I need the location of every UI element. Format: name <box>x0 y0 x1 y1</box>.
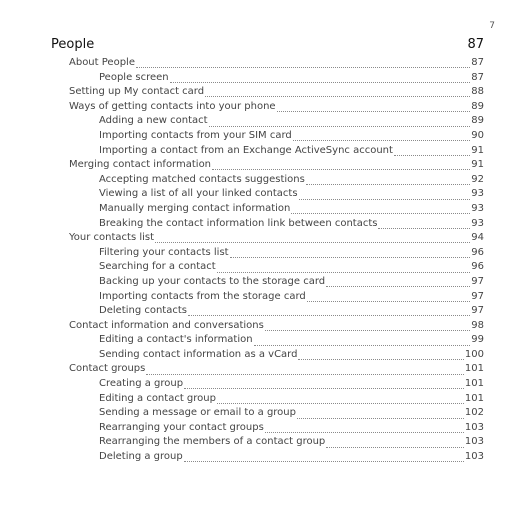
toc-entry[interactable] <box>51 217 484 232</box>
toc-entry-title: Importing a contact from an Exchange ActiveSync account <box>99 144 393 156</box>
toc-entry-title: Deleting contacts <box>99 305 187 317</box>
table-of-contents <box>51 37 484 465</box>
toc-entry-title: Importing contacts from your SIM card <box>99 129 292 141</box>
dot-leader <box>217 263 471 273</box>
toc-entry-title: Rearranging the members of a contact group <box>99 436 326 448</box>
toc-entry-page: 89 <box>471 115 484 127</box>
toc-entry-page: 87 <box>471 71 484 83</box>
chapter-page: 87 <box>467 37 484 52</box>
toc-entry-title: Contact information and conversations <box>69 319 264 331</box>
toc-entry-page: 93 <box>471 217 484 229</box>
toc-entries <box>51 56 484 465</box>
chapter-heading[interactable] <box>51 37 484 56</box>
toc-entry-page: 91 <box>471 159 484 171</box>
dot-leader <box>155 233 470 243</box>
toc-entry-page: 97 <box>471 275 484 287</box>
toc-entry-title: Ways of getting contacts into your phone <box>69 100 276 112</box>
dot-leader <box>306 175 470 185</box>
dot-leader <box>293 131 470 141</box>
toc-entry[interactable] <box>51 71 484 86</box>
toc-entry[interactable] <box>51 450 484 465</box>
toc-entry-page: 103 <box>464 451 484 463</box>
dot-leader <box>217 394 464 404</box>
dot-leader <box>307 292 471 302</box>
toc-entry-title: Sending a message or email to a group <box>99 407 296 419</box>
toc-entry-page: 93 <box>471 202 484 214</box>
dot-leader <box>136 58 470 68</box>
toc-entry-title: Editing a contact's information <box>99 334 253 346</box>
toc-entry-page: 101 <box>464 378 484 390</box>
toc-entry[interactable] <box>51 144 484 159</box>
toc-entry[interactable] <box>51 406 484 421</box>
dot-leader <box>326 277 470 287</box>
toc-entry[interactable] <box>51 333 484 348</box>
dot-leader <box>184 379 464 389</box>
toc-entry-page: 103 <box>464 436 484 448</box>
dot-leader <box>212 160 470 170</box>
toc-entry-title: Breaking the contact information link between contacts <box>99 217 378 229</box>
toc-entry-page: 88 <box>471 86 484 98</box>
toc-entry[interactable] <box>51 435 484 450</box>
dot-leader <box>254 336 471 346</box>
toc-entry-page: 103 <box>464 421 484 433</box>
toc-entry[interactable] <box>51 187 484 202</box>
toc-entry-page: 96 <box>471 246 484 258</box>
toc-entry[interactable] <box>51 56 484 71</box>
toc-entry-page: 91 <box>471 144 484 156</box>
toc-entry-page: 99 <box>471 334 484 346</box>
toc-entry-title: Creating a group <box>99 378 184 390</box>
toc-entry-page: 94 <box>471 232 484 244</box>
toc-entry[interactable] <box>51 202 484 217</box>
toc-entry-page: 98 <box>471 319 484 331</box>
toc-entry[interactable] <box>51 377 484 392</box>
toc-entry-title: Manually merging contact information <box>99 202 291 214</box>
toc-entry[interactable] <box>51 231 484 246</box>
toc-entry-title: Accepting matched contacts suggestions <box>99 173 305 185</box>
toc-entry[interactable] <box>51 304 484 319</box>
toc-entry-title: About People <box>69 57 135 68</box>
dot-leader <box>170 73 471 83</box>
toc-entry-title: Adding a new contact <box>99 115 208 127</box>
toc-entry-page: 89 <box>471 100 484 112</box>
toc-entry-page: 90 <box>471 129 484 141</box>
toc-entry-page: 97 <box>471 290 484 302</box>
page-number: 7 <box>489 21 495 31</box>
toc-entry-page: 96 <box>471 261 484 273</box>
toc-entry-page: 101 <box>464 363 484 375</box>
toc-entry-title: Backing up your contacts to the storage card <box>99 275 326 287</box>
toc-entry-page: 102 <box>464 407 484 419</box>
dot-leader <box>291 204 470 214</box>
toc-entry-title: Rearranging your contact groups <box>99 421 264 433</box>
toc-entry-title: Sending contact information as a vCard <box>99 348 298 360</box>
toc-entry-page: 93 <box>471 188 484 200</box>
toc-entry-title: Contact groups <box>69 363 146 375</box>
chapter-title: People <box>51 37 95 52</box>
dot-leader <box>277 102 471 112</box>
toc-entry-title: Deleting a group <box>99 451 183 463</box>
dot-leader <box>394 146 470 156</box>
toc-entry[interactable] <box>51 260 484 275</box>
toc-entry-title: Merging contact information <box>69 159 212 171</box>
toc-entry[interactable] <box>51 100 484 115</box>
toc-entry-title: Importing contacts from the storage card <box>99 290 306 302</box>
toc-entry-page: 100 <box>464 348 484 360</box>
toc-entry[interactable] <box>51 362 484 377</box>
toc-entry-page: 87 <box>471 57 484 68</box>
toc-entry[interactable] <box>51 114 484 129</box>
toc-entry-title: People screen <box>99 71 169 83</box>
toc-entry[interactable] <box>51 319 484 334</box>
dot-leader <box>326 438 464 448</box>
dot-leader <box>146 365 464 375</box>
toc-entry[interactable] <box>51 392 484 407</box>
dot-leader <box>297 409 464 419</box>
dot-leader <box>184 452 464 462</box>
toc-entry[interactable] <box>51 246 484 261</box>
toc-entry[interactable] <box>51 275 484 290</box>
toc-entry[interactable] <box>51 129 484 144</box>
toc-entry-title: Your contacts list <box>69 232 155 244</box>
toc-entry[interactable] <box>51 158 484 173</box>
dot-leader <box>209 117 471 127</box>
toc-entry[interactable] <box>51 290 484 305</box>
toc-entry-title: Searching for a contact <box>99 261 216 273</box>
toc-entry-page: 101 <box>464 392 484 404</box>
dot-leader <box>299 190 471 200</box>
dot-leader <box>205 87 470 97</box>
toc-entry-page: 97 <box>471 305 484 317</box>
toc-entry[interactable] <box>51 348 484 363</box>
toc-entry[interactable] <box>51 173 484 188</box>
dot-leader <box>265 423 464 433</box>
dot-leader <box>298 350 463 360</box>
toc-entry-page: 92 <box>471 173 484 185</box>
toc-entry[interactable] <box>51 421 484 436</box>
dot-leader <box>378 219 470 229</box>
toc-entry-title: Setting up My contact card <box>69 86 205 98</box>
toc-entry-title: Editing a contact group <box>99 392 216 404</box>
toc-entry-title: Filtering your contacts list <box>99 246 229 258</box>
dot-leader <box>188 306 470 316</box>
dot-leader <box>230 248 471 258</box>
dot-leader <box>265 321 470 331</box>
toc-entry-title: Viewing a list of all your linked contacts <box>99 188 298 200</box>
toc-entry[interactable] <box>51 85 484 100</box>
